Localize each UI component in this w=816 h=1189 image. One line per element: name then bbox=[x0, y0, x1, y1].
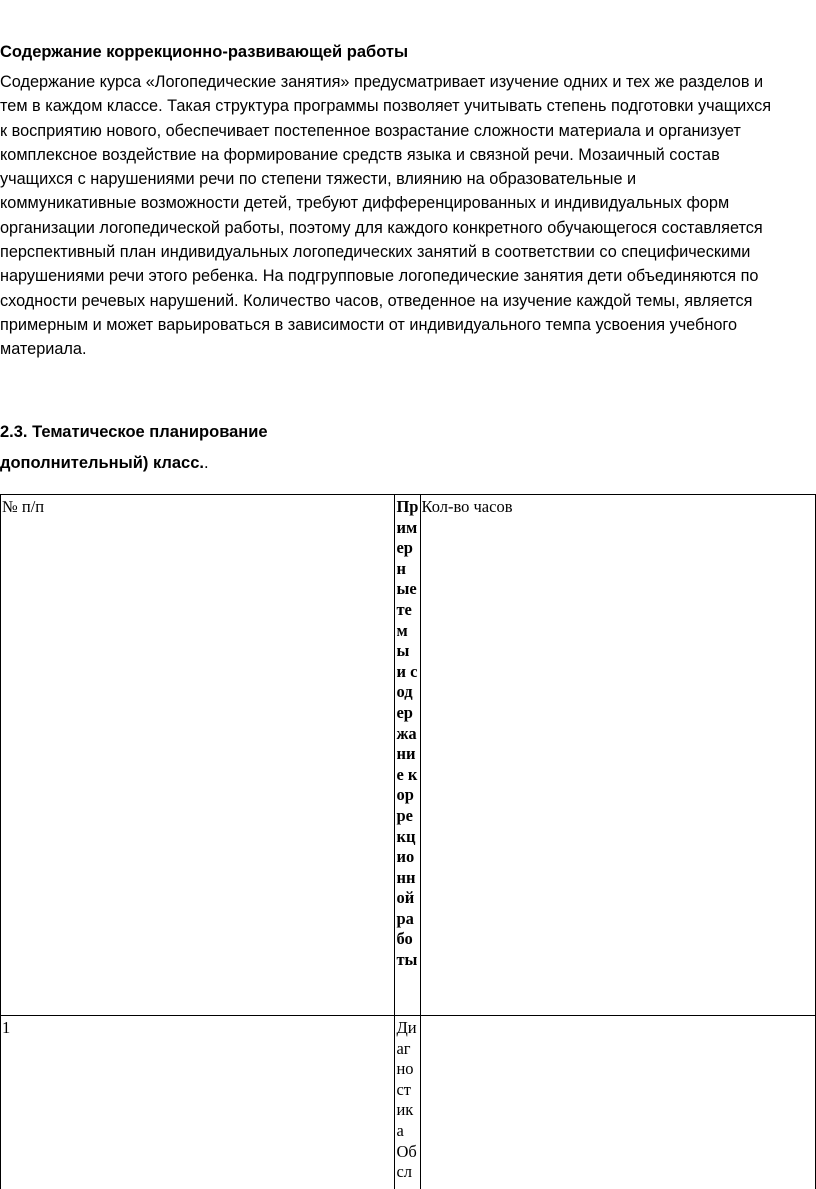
header-hours-cell: Кол-во часов bbox=[420, 495, 815, 1016]
paragraph-line: сходности речевых нарушений. Количество часов, отведенное на изучение каждой темы, является bbox=[0, 291, 753, 310]
paragraph-line: организации логопедической работы, поэтому для каждого конкретного обучающегося составляется bbox=[0, 218, 763, 237]
paragraph-line: комплексное воздействие на формирование средств языка и связной речи. Мозаичный состав bbox=[0, 145, 720, 164]
paragraph-line: коммуникативные возможности детей, требуют дифференцированных и индивидуальных форм bbox=[0, 194, 730, 213]
planning-table-wrapper bbox=[0, 494, 816, 1189]
class-subtitle bbox=[0, 451, 209, 475]
paragraph-line: учащихся с нарушениями речи по степени тяжести, влиянию на образовательные и bbox=[0, 170, 637, 189]
class-subtitle-tail: . bbox=[204, 454, 209, 472]
paragraph-line: нарушениями речи этого ребенка. На подгрупповые логопедические занятия дети объединяются по bbox=[0, 267, 759, 286]
row-hours-cell bbox=[420, 1016, 815, 1189]
paragraph-line: Содержание курса «Логопедические занятия» предусматривает изучение одних и тех же разделов и bbox=[0, 73, 764, 91]
class-subtitle-bold: дополнительный) класс. bbox=[0, 454, 204, 472]
header-topics-cell: Примерные темы и содержание коррекционной работы bbox=[395, 495, 420, 1016]
table-row bbox=[1, 1016, 816, 1189]
header-number-cell: № п/п bbox=[1, 495, 395, 1016]
body-paragraph bbox=[0, 70, 816, 362]
paragraph-line: примерным и может варьироваться в зависимости от индивидуального темпа усвоения учебного bbox=[0, 315, 738, 334]
row-number-cell: 1 bbox=[1, 1016, 395, 1189]
section-title: 2.3. Тематическое планирование bbox=[0, 423, 268, 441]
planning-table bbox=[0, 494, 816, 1189]
paragraph-line: материала. bbox=[0, 340, 87, 359]
table-header-row bbox=[1, 495, 816, 1016]
row-topic-cell: Диагностика Обсл bbox=[395, 1016, 420, 1189]
paragraph-line: к восприятию нового, обеспечивает постепенное возрастание сложности материала и организует bbox=[0, 121, 741, 140]
paragraph-line: тем в каждом классе. Такая структура программы позволяет учитывать степень подготовки учащихся bbox=[0, 97, 772, 116]
paragraph-line: перспективный план индивидуальных логопедических занятий в соответствии со специфическими bbox=[0, 243, 751, 262]
document-heading: Содержание коррекционно-развивающей работы bbox=[0, 43, 409, 61]
